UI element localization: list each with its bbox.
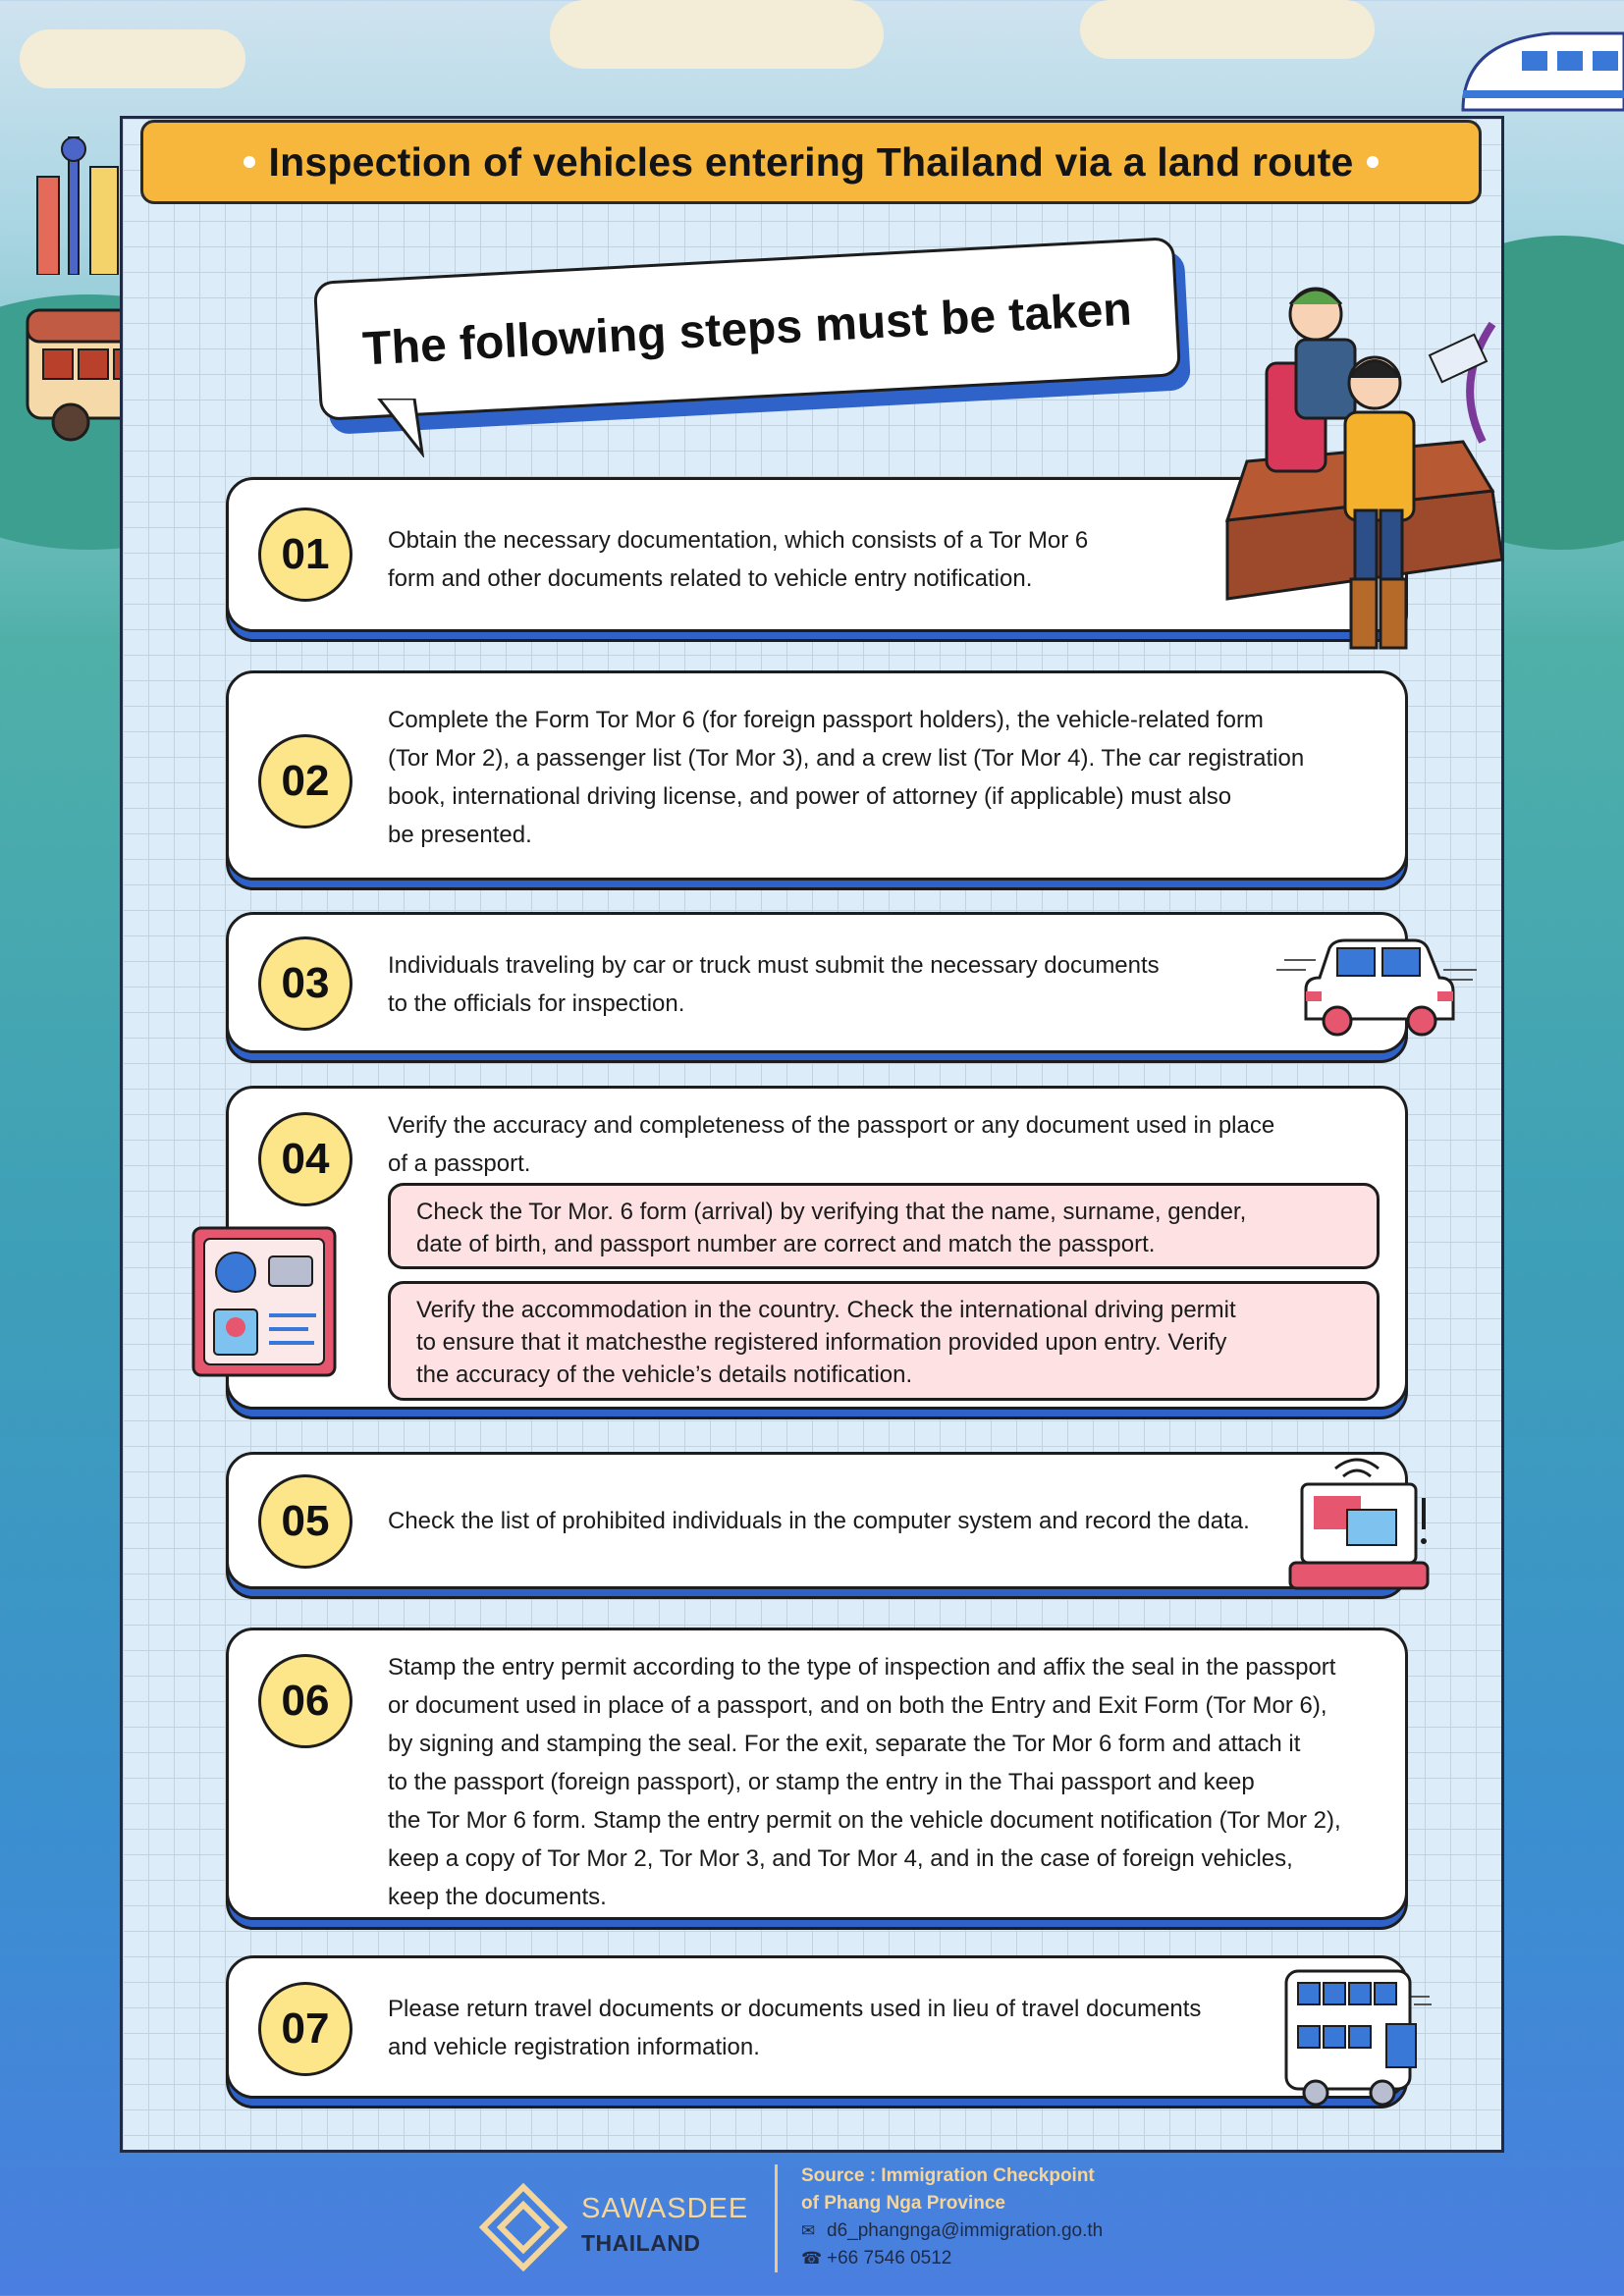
step-card-07 bbox=[226, 1955, 1408, 2099]
sub-line: Verify the accommodation in the country. Check the international driving permit bbox=[416, 1297, 1236, 1323]
brand-country: THAILAND bbox=[581, 2230, 701, 2256]
step-card-02 bbox=[226, 670, 1408, 881]
step-line: Please return travel documents or documents used in lieu of travel documents bbox=[388, 1996, 1202, 2022]
sub-line: the accuracy of the vehicle’s details notification. bbox=[416, 1362, 913, 1388]
train-illustration bbox=[1443, 22, 1624, 120]
sawasdee-logo-icon bbox=[479, 2183, 568, 2271]
step-line: book, international driving license, and power of attorney (if applicable) must also bbox=[388, 783, 1232, 810]
cloud-decoration bbox=[550, 0, 884, 69]
step-line: be presented. bbox=[388, 822, 532, 848]
step-line: (Tor Mor 2), a passenger list (Tor Mor 3), and a crew list (Tor Mor 4). The car registration bbox=[388, 745, 1305, 772]
cloud-decoration bbox=[20, 29, 245, 88]
subtitle: The following steps must be taken bbox=[361, 283, 1133, 375]
bullet-dot bbox=[244, 156, 255, 168]
card-body bbox=[226, 670, 1408, 881]
sub-line: to ensure that it matchesthe registered information provided upon entry. Verify bbox=[416, 1329, 1227, 1356]
step-text bbox=[388, 1990, 1201, 2066]
step-card-06 bbox=[226, 1628, 1408, 1920]
step-line: Verify the accuracy and completeness of the passport or any document used in place bbox=[388, 1112, 1275, 1139]
card-body bbox=[226, 1452, 1408, 1589]
step-line: or document used in place of a passport, and on both the Entry and Exit Form (Tor Mor 6), bbox=[388, 1692, 1327, 1719]
envelope-icon: ✉ bbox=[801, 2221, 816, 2240]
step-card-03 bbox=[226, 912, 1408, 1053]
travelers-illustration bbox=[1208, 265, 1532, 658]
step-number: 03 bbox=[258, 936, 352, 1031]
step-number: 06 bbox=[258, 1654, 352, 1748]
step-text bbox=[388, 701, 1304, 854]
double-decker-bus-icon bbox=[1276, 1967, 1434, 2112]
step-text bbox=[388, 521, 1088, 598]
phone-icon: ☎ bbox=[801, 2249, 823, 2268]
step-card-04 bbox=[226, 1086, 1408, 1410]
card-body bbox=[226, 1628, 1408, 1920]
email-text: d6_phangnga@immigration.go.th bbox=[827, 2220, 1104, 2241]
sub-check-box bbox=[388, 1281, 1380, 1401]
card-body bbox=[226, 912, 1408, 1053]
title-banner bbox=[140, 120, 1482, 204]
sub-line: Check the Tor Mor. 6 form (arrival) by verifying that the name, surname, gender, bbox=[416, 1199, 1247, 1225]
step-number: 05 bbox=[258, 1474, 352, 1569]
card-body bbox=[226, 1955, 1408, 2099]
step-number: 04 bbox=[258, 1112, 352, 1206]
step-line: by signing and stamping the seal. For the exit, separate the Tor Mor 6 form and attach it bbox=[388, 1731, 1301, 1757]
step-number: 07 bbox=[258, 1982, 352, 2076]
step-line: Individuals traveling by car or truck must submit the necessary documents bbox=[388, 952, 1160, 979]
step-line: keep the documents. bbox=[388, 1884, 607, 1910]
sub-line: date of birth, and passport number are correct and match the passport. bbox=[416, 1231, 1156, 1257]
step-line: of a passport. bbox=[388, 1150, 531, 1177]
source-line: of Phang Nga Province bbox=[801, 2193, 1005, 2214]
bullet-dot bbox=[1367, 156, 1379, 168]
cloud-decoration bbox=[1080, 0, 1375, 59]
step-line: to the officials for inspection. bbox=[388, 990, 685, 1017]
speech-bubble bbox=[316, 253, 1200, 430]
step-line: and vehicle registration information. bbox=[388, 2034, 760, 2060]
step-text bbox=[388, 1106, 1274, 1183]
phone-text: +66 7546 0512 bbox=[827, 2248, 952, 2269]
passport-id-card-icon bbox=[190, 1225, 338, 1378]
step-line: Stamp the entry permit according to the type of inspection and affix the seal in the passport bbox=[388, 1654, 1336, 1681]
contact-email bbox=[801, 2220, 1103, 2242]
footer-divider bbox=[775, 2164, 778, 2272]
step-text bbox=[388, 1648, 1341, 1916]
step-line: Check the list of prohibited individuals in the computer system and record the data. bbox=[388, 1508, 1250, 1534]
step-card-05 bbox=[226, 1452, 1408, 1589]
brand-name: SAWASDEE bbox=[581, 2193, 749, 2224]
step-line: Complete the Form Tor Mor 6 (for foreign passport holders), the vehicle-related form bbox=[388, 707, 1264, 733]
contact-phone bbox=[801, 2248, 951, 2269]
step-text bbox=[388, 1502, 1250, 1540]
car-icon bbox=[1276, 931, 1483, 1039]
card-body bbox=[226, 1086, 1408, 1410]
step-line: form and other documents related to vehicle entry notification. bbox=[388, 565, 1033, 592]
laptop-chat-icon bbox=[1286, 1451, 1434, 1600]
page-title: Inspection of vehicles entering Thailand via a land route bbox=[268, 138, 1354, 185]
bubble-tail bbox=[375, 399, 434, 457]
step-text bbox=[388, 946, 1160, 1023]
step-line: keep a copy of Tor Mor 2, Tor Mor 3, and Tor Mor 4, and in the case of foreign vehicles, bbox=[388, 1845, 1293, 1872]
step-line: the Tor Mor 6 form. Stamp the entry permit on the vehicle document notification (Tor Mor 2), bbox=[388, 1807, 1341, 1834]
source-line: Source : Immigration Checkpoint bbox=[801, 2165, 1095, 2186]
sub-check-box bbox=[388, 1183, 1380, 1269]
step-line: Obtain the necessary documentation, which consists of a Tor Mor 6 bbox=[388, 527, 1089, 554]
step-number: 01 bbox=[258, 507, 352, 602]
step-line: to the passport (foreign passport), or stamp the entry in the Thai passport and keep bbox=[388, 1769, 1255, 1795]
step-number: 02 bbox=[258, 734, 352, 828]
